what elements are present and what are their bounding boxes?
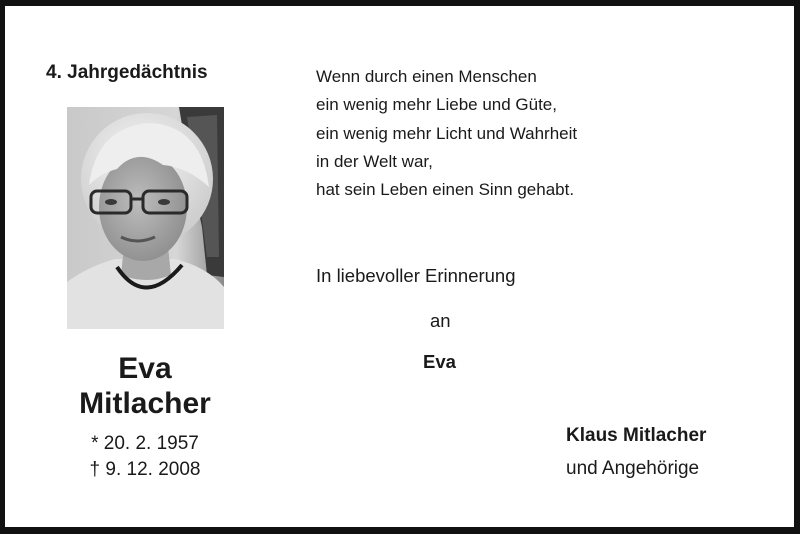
- memory-to: an: [430, 310, 451, 331]
- poem-line: in der Welt war,: [316, 151, 433, 171]
- poem-line: Wenn durch einen Menschen: [316, 67, 537, 86]
- birth-date: * 20. 2. 1957: [91, 433, 199, 454]
- poem-line: hat sein Leben einen Sinn gehabt.: [316, 180, 575, 200]
- memory-line: In liebevoller Erinnerung: [316, 265, 516, 286]
- memory-name: Eva: [423, 351, 456, 372]
- life-dates: [40, 431, 250, 483]
- deceased-last-name: Mitlacher: [79, 387, 211, 420]
- deceased-first-name: Eva: [118, 352, 172, 385]
- mourner-name: Klaus Mitlacher: [566, 425, 707, 446]
- poem-line: ein wenig mehr Licht und Wahrheit: [316, 123, 578, 143]
- deceased-name: [40, 351, 250, 421]
- anniversary-heading: 4. Jahrgedächtnis: [46, 62, 208, 83]
- death-date: † 9. 12. 2008: [89, 459, 201, 480]
- memorial-poem: [316, 63, 577, 204]
- poem-line: ein wenig mehr Liebe und Güte,: [316, 95, 557, 115]
- portrait-photo: [67, 107, 224, 329]
- relatives-line: und Angehörige: [566, 458, 700, 479]
